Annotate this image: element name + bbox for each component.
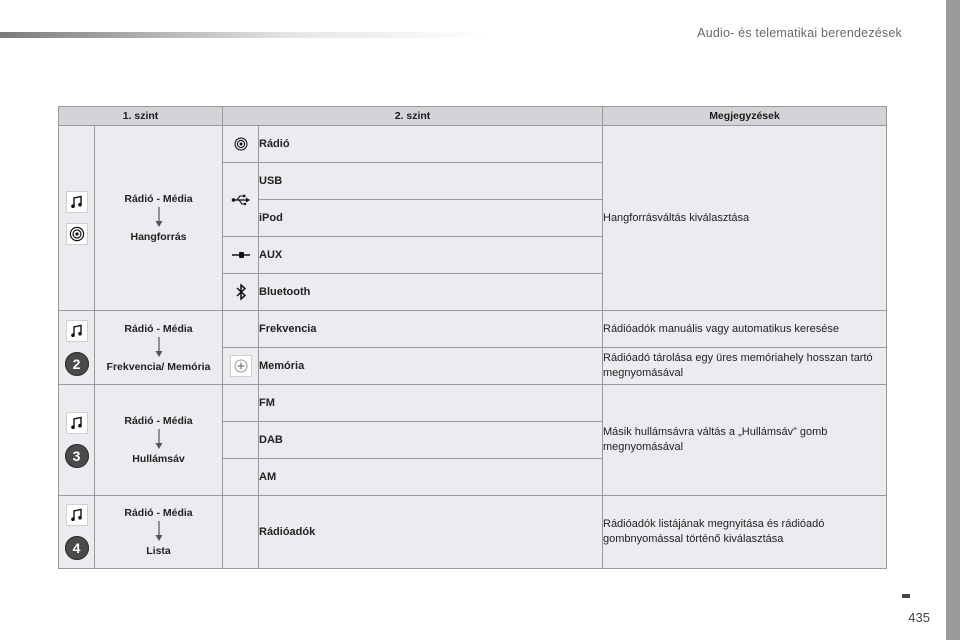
level2-icon-cell [223,126,259,163]
music-note-icon [66,191,88,213]
group3-note: Másik hullámsávra váltás a „Hullámsáv” gomb megnyomásával [603,385,887,496]
step-number-badge: 3 [65,444,89,468]
aux-jack-icon [231,249,251,261]
memory-plus-icon [230,355,252,377]
level1-source-label: Rádió - Média [124,193,193,205]
level2-item-memoria: Memória [259,348,603,385]
level2-icon-cell [223,459,259,496]
step-number-badge: 2 [65,352,89,376]
arrow-down-icon [154,207,164,229]
group1-icon-cell [59,126,95,311]
page-edge-strip [946,0,960,640]
music-note-icon [66,504,88,526]
music-note-icon [66,320,88,342]
radio-signal-icon [232,135,250,153]
level2-icon-cell [223,311,259,348]
level2-icon-cell [223,348,259,385]
radio-signal-icon [66,223,88,245]
footer-marker [902,594,910,598]
column-header-level2: 2. szint [223,107,603,126]
music-note-icon [66,412,88,434]
level2-icon-cell [223,496,259,569]
group3-level1 [95,385,223,496]
level2-icon-cell [223,274,259,311]
level2-icon-cell [223,237,259,274]
level2-item-bluetooth: Bluetooth [259,274,603,311]
group2-level1 [95,311,223,385]
group2-note-memoria: Rádióadó tárolása egy üres memóriahely hosszan tartó megnyomásával [603,348,887,385]
level1-target-label: Frekvencia/ Memória [106,360,211,373]
level2-icon-cell [223,385,259,422]
table-header-row [59,107,887,126]
menu-structure-table [58,106,887,569]
level2-icon-cell [223,163,259,237]
level2-item-radioadok: Rádióadók [259,496,603,569]
level1-target-label: Lista [146,545,171,557]
level1-source-label: Rádió - Média [124,415,193,427]
group4-icon-cell [59,496,95,569]
level2-item-usb: USB [259,163,603,200]
page-header-title: Audio- és telematikai berendezések [697,26,902,40]
arrow-down-icon [154,429,164,451]
group1-level1 [95,126,223,311]
group3-icon-cell [59,385,95,496]
level2-item-radio: Rádió [259,126,603,163]
group1-note: Hangforrásváltás kiválasztása [603,126,887,311]
group2-note-frekvencia: Rádióadók manuális vagy automatikus keresése [603,311,887,348]
step-number-badge: 4 [65,536,89,560]
level2-item-frekvencia: Frekvencia [259,311,603,348]
table-row [59,496,887,569]
group4-level1 [95,496,223,569]
level1-target-label: Hullámsáv [132,453,185,465]
table-row [59,311,887,348]
level1-target-label: Hangforrás [130,231,187,243]
group2-icon-cell [59,311,95,385]
level2-icon-cell [223,422,259,459]
page-number: 435 [908,610,930,625]
level2-item-am: AM [259,459,603,496]
table-row [59,385,887,422]
level2-item-aux: AUX [259,237,603,274]
usb-icon [231,193,251,207]
bluetooth-icon [235,283,247,301]
column-header-level1: 1. szint [59,107,223,126]
column-header-notes: Megjegyzések [603,107,887,126]
arrow-down-icon [154,337,164,359]
level2-item-dab: DAB [259,422,603,459]
group4-note: Rádióadók listájának megnyitása és rádióadó gombnyomással történő kiválasztása [603,496,887,569]
header-decoration-bar [0,32,490,38]
level2-item-ipod: iPod [259,200,603,237]
level1-source-label: Rádió - Média [124,322,193,335]
arrow-down-icon [154,521,164,543]
level2-item-fm: FM [259,385,603,422]
level1-source-label: Rádió - Média [124,507,193,519]
table-row [59,126,887,163]
